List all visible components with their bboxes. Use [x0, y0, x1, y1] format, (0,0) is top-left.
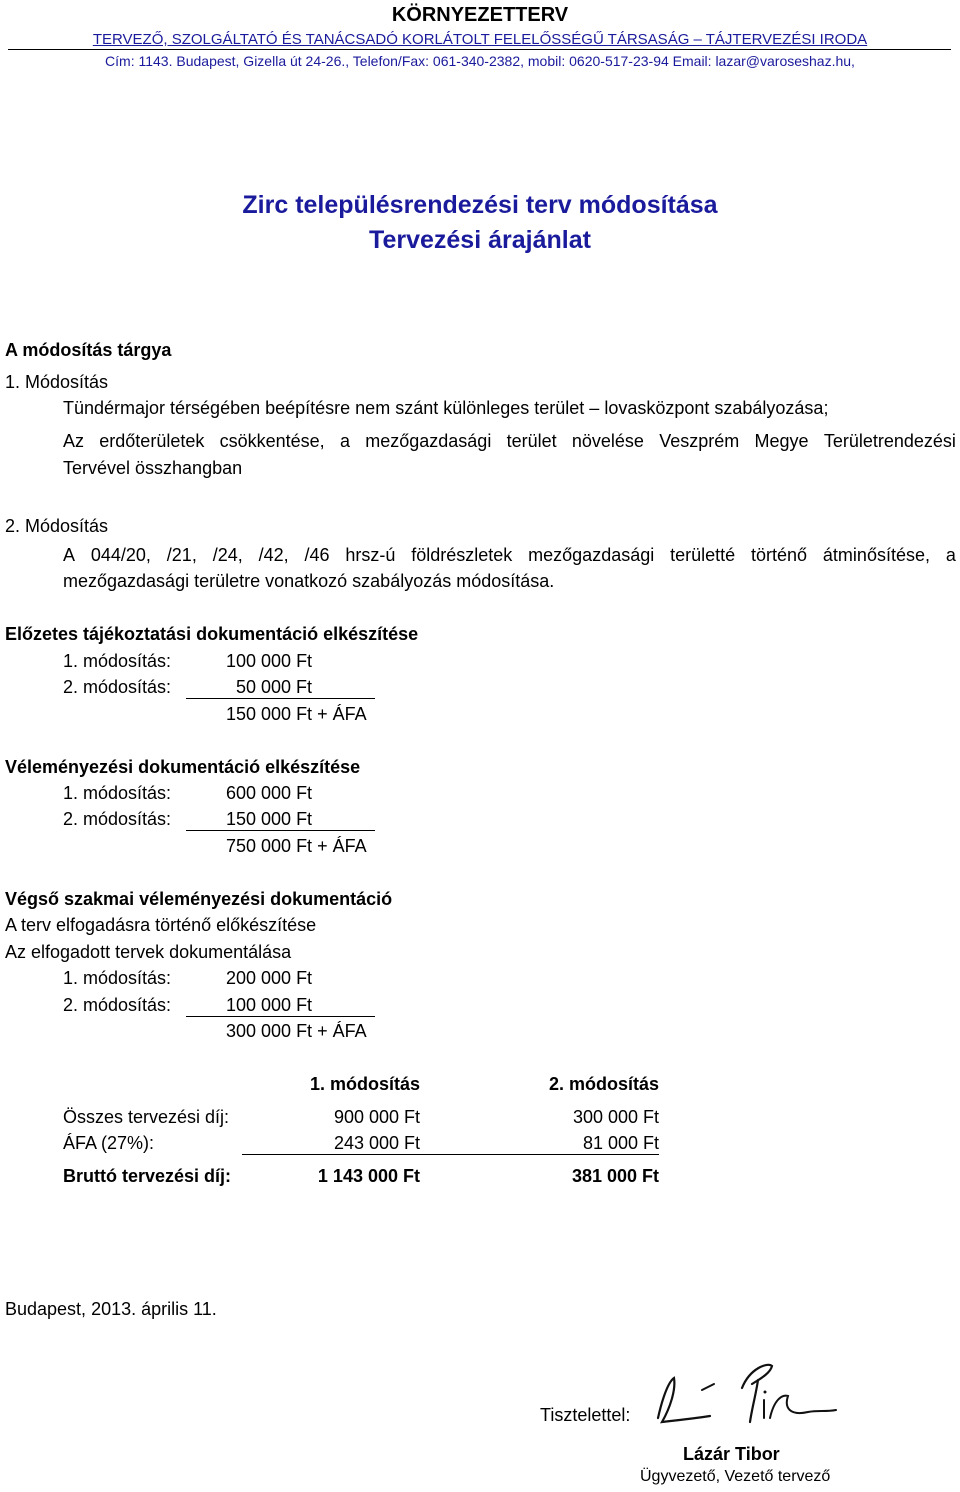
closing-text: Tisztelettel:: [540, 1405, 631, 1425]
section-extra-line: Az elfogadott tervek dokumentálása: [5, 942, 292, 962]
cost-row-label: 1. módosítás:: [63, 651, 172, 671]
company-name: KÖRNYEZETTERV: [391, 4, 569, 26]
document-title: Zirc településrendezési terv módosítása: [242, 191, 718, 219]
mod1-line3: Tervével összhangban: [63, 458, 243, 478]
summary-row-v2: 300 000 Ft: [572, 1107, 659, 1127]
section-heading: Véleményezési dokumentáció elkészítése: [5, 757, 361, 777]
summary-total-v1: 1 143 000 Ft: [317, 1166, 420, 1186]
section-heading: Végső szakmai véleményezési dokumentáció: [5, 889, 393, 909]
summary-col2-header: 2. módosítás: [548, 1074, 659, 1094]
section-heading: Előzetes tájékoztatási dokumentáció elkészítése: [5, 624, 419, 644]
cost-row-label: 2. módosítás:: [63, 995, 172, 1015]
cost-total: 750 000 Ft + ÁFA: [226, 836, 367, 856]
mod2-label: 2. Módosítás: [5, 516, 109, 536]
summary-row-v2: 81 000 Ft: [420, 1133, 659, 1155]
mod1-line2: Az erdőterületek csökkentése, a mezőgazdasági terület növelése Veszprém Megye Területrendezési: [63, 431, 956, 451]
handwritten-signature: [640, 1360, 840, 1440]
summary-total-label: Bruttó tervezési díj:: [63, 1166, 232, 1186]
cost-row-label: 1. módosítás:: [63, 968, 172, 988]
cost-row-value-underlined: 150 000 Ft: [186, 809, 375, 831]
mod1-line1: Tündérmajor térségében beépítésre nem szánt különleges terület – lovasközpont szabályozása;: [63, 398, 829, 418]
cost-total: 150 000 Ft + ÁFA: [226, 704, 367, 724]
cost-row-label: 1. módosítás:: [63, 783, 172, 803]
document-subtitle: Tervezési árajánlat: [369, 226, 591, 254]
summary-row-label: Összes tervezési díj:: [63, 1107, 230, 1127]
cost-row-value: 100 000 Ft: [226, 651, 313, 671]
signer-title: Ügyvezető, Vezető tervező: [640, 1468, 831, 1485]
mod2-line1: A 044/20, /21, /24, /42, /46 hrsz-ú földrészletek mezőgazdasági területté történő átminősítése, a: [63, 545, 956, 565]
mod1-label: 1. Módosítás: [5, 372, 109, 392]
signer-name: Lázár Tibor: [683, 1444, 780, 1464]
cost-total: 300 000 Ft + ÁFA: [226, 1021, 367, 1041]
summary-total-v2: 381 000 Ft: [571, 1166, 659, 1186]
summary-row-v1: 900 000 Ft: [333, 1107, 420, 1127]
subject-heading: A módosítás tárgya: [5, 340, 172, 360]
cost-row-value: 600 000 Ft: [226, 783, 313, 803]
company-subtitle: TERVEZŐ, SZOLGÁLTATÓ ÉS TANÁCSADÓ KORLÁTOLT FELELŐSSÉGŰ TÁRSASÁG – TÁJTERVEZÉSI IRODA: [92, 31, 868, 48]
summary-row-v1: 243 000 Ft: [242, 1133, 420, 1155]
summary-col1-header: 1. módosítás: [309, 1074, 420, 1094]
summary-row-label: ÁFA (27%):: [63, 1133, 155, 1153]
company-contact: Cím: 1143. Budapest, Gizella út 24-26., Telefon/Fax: 061-340-2382, mobil: 0620-517-23-94 Email: lazar@varoseshaz.hu,: [105, 53, 855, 69]
cost-row-label: 2. módosítás:: [63, 677, 172, 697]
cost-row-label: 2. módosítás:: [63, 809, 172, 829]
mod2-line2: mezőgazdasági területre vonatkozó szabályozás módosítása.: [63, 571, 555, 591]
cost-row-value-underlined: 50 000 Ft: [186, 677, 375, 699]
cost-row-value: 200 000 Ft: [226, 968, 313, 988]
document-date: Budapest, 2013. április 11.: [5, 1299, 217, 1319]
section-extra-line: A terv elfogadásra történő előkészítése: [5, 915, 317, 935]
header-divider: [8, 49, 951, 50]
cost-row-value-underlined: 100 000 Ft: [186, 995, 375, 1017]
